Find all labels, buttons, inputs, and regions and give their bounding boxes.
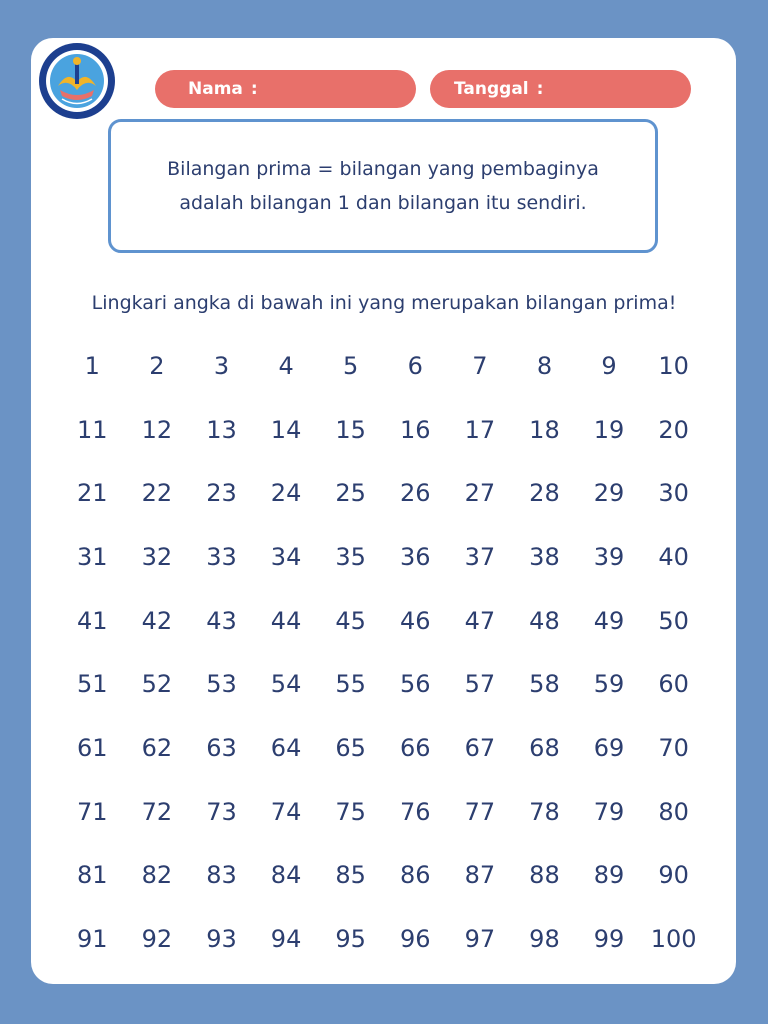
number-cell[interactable]: 17 <box>464 415 496 444</box>
number-cell[interactable]: 74 <box>270 797 302 826</box>
number-cell[interactable]: 65 <box>335 733 366 762</box>
number-cell[interactable]: 44 <box>270 606 302 635</box>
number-cell[interactable]: 100 <box>650 925 697 954</box>
name-label: Nama <box>188 79 243 99</box>
number-cell[interactable]: 27 <box>464 479 496 508</box>
definition-line-1: Bilangan prima = bilangan yang pembaginya <box>167 158 599 180</box>
number-cell[interactable]: 62 <box>141 733 173 762</box>
number-cell[interactable]: 25 <box>335 479 366 508</box>
number-cell[interactable]: 24 <box>270 479 302 508</box>
instruction-text: Lingkari angka di bawah ini yang merupakan bilangan prima! <box>91 292 677 314</box>
number-cell[interactable]: 54 <box>270 670 302 699</box>
number-cell[interactable]: 86 <box>399 861 431 890</box>
number-cell[interactable]: 3 <box>213 351 230 380</box>
number-cell[interactable]: 50 <box>658 606 689 635</box>
number-cell[interactable]: 92 <box>141 925 173 954</box>
number-cell[interactable]: 93 <box>206 925 237 954</box>
definition-box <box>108 119 658 253</box>
number-cell[interactable]: 68 <box>529 733 560 762</box>
number-cell[interactable]: 14 <box>270 415 302 444</box>
number-cell[interactable]: 30 <box>658 479 689 508</box>
number-cell[interactable]: 72 <box>141 797 173 826</box>
number-cell[interactable]: 90 <box>658 861 689 890</box>
number-cell[interactable]: 29 <box>593 479 625 508</box>
number-cell[interactable]: 81 <box>77 861 108 890</box>
number-cell[interactable]: 51 <box>77 670 108 699</box>
number-cell[interactable]: 19 <box>593 415 625 444</box>
number-cell[interactable]: 1 <box>84 351 100 380</box>
number-cell[interactable]: 63 <box>206 733 237 762</box>
number-cell[interactable]: 78 <box>529 797 560 826</box>
number-cell[interactable]: 82 <box>141 861 173 890</box>
number-cell[interactable]: 66 <box>399 733 431 762</box>
number-cell[interactable]: 55 <box>335 670 366 699</box>
number-cell[interactable]: 38 <box>529 542 560 571</box>
number-cell[interactable]: 13 <box>206 415 237 444</box>
number-cell[interactable]: 4 <box>278 351 294 380</box>
number-cell[interactable]: 59 <box>593 670 625 699</box>
number-cell[interactable]: 80 <box>658 797 689 826</box>
number-cell[interactable]: 83 <box>206 861 237 890</box>
number-cell[interactable]: 52 <box>141 670 173 699</box>
name-field[interactable] <box>155 70 416 108</box>
number-cell[interactable]: 11 <box>77 415 108 444</box>
number-cell[interactable]: 67 <box>464 733 496 762</box>
number-cell[interactable]: 98 <box>529 925 560 954</box>
number-cell[interactable]: 22 <box>141 479 173 508</box>
number-cell[interactable]: 7 <box>472 351 488 380</box>
number-cell[interactable]: 21 <box>77 479 108 508</box>
number-cell[interactable]: 40 <box>658 542 689 571</box>
number-cell[interactable]: 42 <box>141 606 173 635</box>
number-cell[interactable]: 8 <box>536 351 553 380</box>
number-cell[interactable]: 6 <box>407 351 423 380</box>
number-cell[interactable]: 12 <box>141 415 173 444</box>
date-colon: : <box>536 79 544 99</box>
number-cell[interactable]: 96 <box>399 925 431 954</box>
number-cell[interactable]: 76 <box>399 797 431 826</box>
number-cell[interactable]: 20 <box>658 415 689 444</box>
number-cell[interactable]: 49 <box>593 606 625 635</box>
number-cell[interactable]: 26 <box>399 479 431 508</box>
name-colon: : <box>250 79 258 99</box>
number-cell[interactable]: 79 <box>593 797 625 826</box>
definition-line-2: adalah bilangan 1 dan bilangan itu sendiri. <box>179 192 587 214</box>
number-cell[interactable]: 56 <box>399 670 431 699</box>
number-cell[interactable]: 61 <box>77 733 108 762</box>
number-cell[interactable]: 36 <box>399 542 431 571</box>
number-cell[interactable]: 5 <box>343 351 359 380</box>
number-cell[interactable]: 31 <box>77 542 108 571</box>
number-grid <box>60 334 740 970</box>
number-cell[interactable]: 60 <box>658 670 689 699</box>
number-cell[interactable]: 37 <box>464 542 496 571</box>
number-cell[interactable]: 69 <box>593 733 625 762</box>
number-cell[interactable]: 41 <box>77 606 108 635</box>
number-cell[interactable]: 58 <box>529 670 560 699</box>
number-cell[interactable]: 45 <box>335 606 366 635</box>
number-cell[interactable]: 77 <box>464 797 496 826</box>
number-cell[interactable]: 87 <box>464 861 496 890</box>
school-emblem-icon <box>38 42 116 120</box>
number-cell[interactable]: 84 <box>270 861 302 890</box>
number-cell[interactable]: 47 <box>464 606 496 635</box>
number-cell[interactable]: 10 <box>658 351 689 380</box>
number-cell[interactable]: 46 <box>399 606 431 635</box>
number-cell[interactable]: 35 <box>335 542 366 571</box>
number-cell[interactable]: 88 <box>529 861 560 890</box>
number-cell[interactable]: 97 <box>464 925 496 954</box>
date-label: Tanggal <box>454 79 529 99</box>
number-cell[interactable]: 53 <box>206 670 237 699</box>
number-cell[interactable]: 33 <box>206 542 237 571</box>
number-cell[interactable]: 75 <box>335 797 366 826</box>
number-cell[interactable]: 71 <box>77 797 108 826</box>
number-cell[interactable]: 18 <box>529 415 560 444</box>
number-cell[interactable]: 32 <box>141 542 173 571</box>
number-cell[interactable]: 16 <box>399 415 431 444</box>
number-cell[interactable]: 15 <box>335 415 366 444</box>
date-field[interactable] <box>430 70 691 108</box>
number-cell[interactable]: 39 <box>593 542 625 571</box>
number-cell[interactable]: 48 <box>529 606 560 635</box>
number-cell[interactable]: 64 <box>270 733 302 762</box>
number-cell[interactable]: 70 <box>658 733 689 762</box>
number-cell[interactable]: 43 <box>206 606 237 635</box>
number-cell[interactable]: 57 <box>464 670 496 699</box>
number-cell[interactable]: 99 <box>593 925 625 954</box>
number-cell[interactable]: 95 <box>335 925 366 954</box>
number-cell[interactable]: 23 <box>206 479 237 508</box>
number-cell[interactable]: 28 <box>529 479 560 508</box>
number-cell[interactable]: 85 <box>335 861 366 890</box>
number-cell[interactable]: 34 <box>270 542 302 571</box>
number-cell[interactable]: 2 <box>149 351 165 380</box>
number-cell[interactable]: 91 <box>77 925 108 954</box>
number-cell[interactable]: 94 <box>270 925 302 954</box>
number-cell[interactable]: 9 <box>601 351 617 380</box>
number-cell[interactable]: 89 <box>593 861 625 890</box>
number-cell[interactable]: 73 <box>206 797 237 826</box>
